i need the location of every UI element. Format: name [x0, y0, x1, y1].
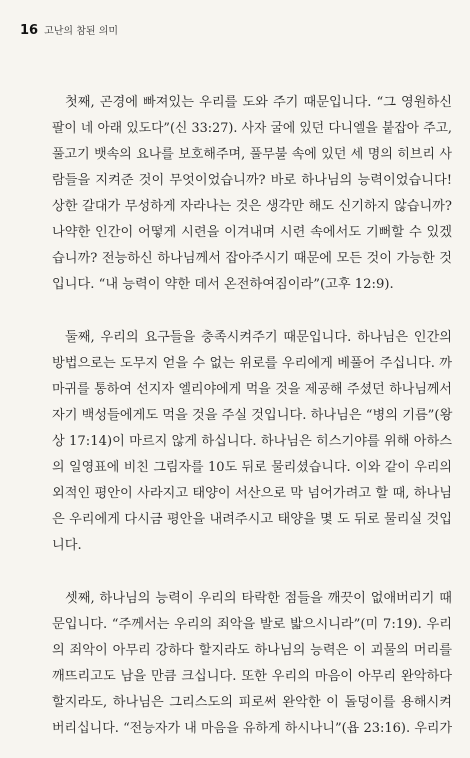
page-number: 16	[20, 23, 39, 38]
text-line: 의 죄악이 아무리 강하다 할지라도 하나님의 능력은 이 괴물의 머리를	[52, 643, 452, 658]
text-line: 할지라도, 하나님은 그리스도의 피로써 완악한 이 돌덩이를 용해시켜	[52, 695, 452, 710]
body-text	[52, 90, 452, 742]
text-line: 외적인 평안이 사라지고 태양이 서산으로 막 넘어가려고 할 때, 하나님	[52, 486, 452, 501]
text-line: 첫째, 곤경에 빠져있는 우리를 도와 주기 때문입니다. “그 영원하신	[65, 95, 452, 110]
text-line: 방법으로는 도무지 얻을 수 없는 위로를 우리에게 베풀어 주십니다. 까	[52, 356, 452, 371]
text-line: 깨뜨리고도 남을 만큼 크십니다. 또한 우리의 마음이 아무리 완악하다	[52, 669, 452, 684]
paragraph-first	[52, 90, 452, 298]
text-line: 마귀를 통하여 선지자 엘리야에게 먹을 것을 제공해 주셨던 하나님께서	[52, 382, 452, 397]
text-line: 은 우리에게 다시금 평안을 내려주시고 태양을 몇 도 뒤로 물리실 것입	[52, 512, 452, 527]
text-line: 상한 갈대가 무성하게 자라나는 것은 생각만 해도 신기하지 않습니까?	[52, 199, 452, 214]
text-line: 문입니다. “주께서는 우리의 죄악을 발로 밟으시니라”(미 7:19). 우리	[52, 617, 452, 632]
running-title: 고난의 참된 의미	[44, 26, 119, 37]
text-line: 나약한 인간이 어떻게 시련을 이겨내며 시련 속에서도 기뻐할 수 있겠	[52, 225, 452, 240]
text-line: 상 17:14)이 마르지 않게 하십니다. 하나님은 히스기야를 위해 아하스	[52, 434, 452, 449]
text-line: 셋째, 하나님의 능력이 우리의 타락한 점들을 깨끗이 없애버리기 때	[65, 591, 452, 606]
text-line: 입니다. “내 능력이 약한 데서 온전하여짐이라”(고후 12:9).	[52, 277, 394, 292]
paragraph-second	[52, 325, 452, 559]
paragraph-third	[52, 586, 452, 742]
text-line: 버리십니다. “전능자가 내 마음을 유하게 하시나니”(욥 23:16). 우리가	[52, 721, 452, 736]
text-line: 팔이 네 아래 있도다”(신 33:27). 사자 굴에 있던 다니엘을 붙잡아 주고,	[52, 121, 452, 136]
text-line: 니다.	[52, 538, 82, 553]
text-line: 의 일영표에 비친 그림자를 10도 뒤로 물리셨습니다. 이와 같이 우리의	[52, 460, 452, 475]
page-header	[20, 22, 118, 38]
text-line: 자기 백성들에게도 먹을 것을 주실 것입니다. 하나님은 “병의 기름”(왕	[52, 408, 453, 423]
text-line: 둘째, 우리의 요구들을 충족시켜주기 때문입니다. 하나님은 인간의	[65, 330, 452, 345]
text-line: 풀고기 뱃속의 요나를 보호해주며, 풀무불 속에 있던 세 명의 히브리 사	[52, 147, 452, 162]
text-line: 습니까? 전능하신 하나님께서 잡아주시기 때문에 모든 것이 가능한 것	[52, 251, 452, 266]
text-line: 람들을 지켜준 것이 무엇이었습니까? 바로 하나님의 능력이었습니다!	[52, 173, 452, 188]
